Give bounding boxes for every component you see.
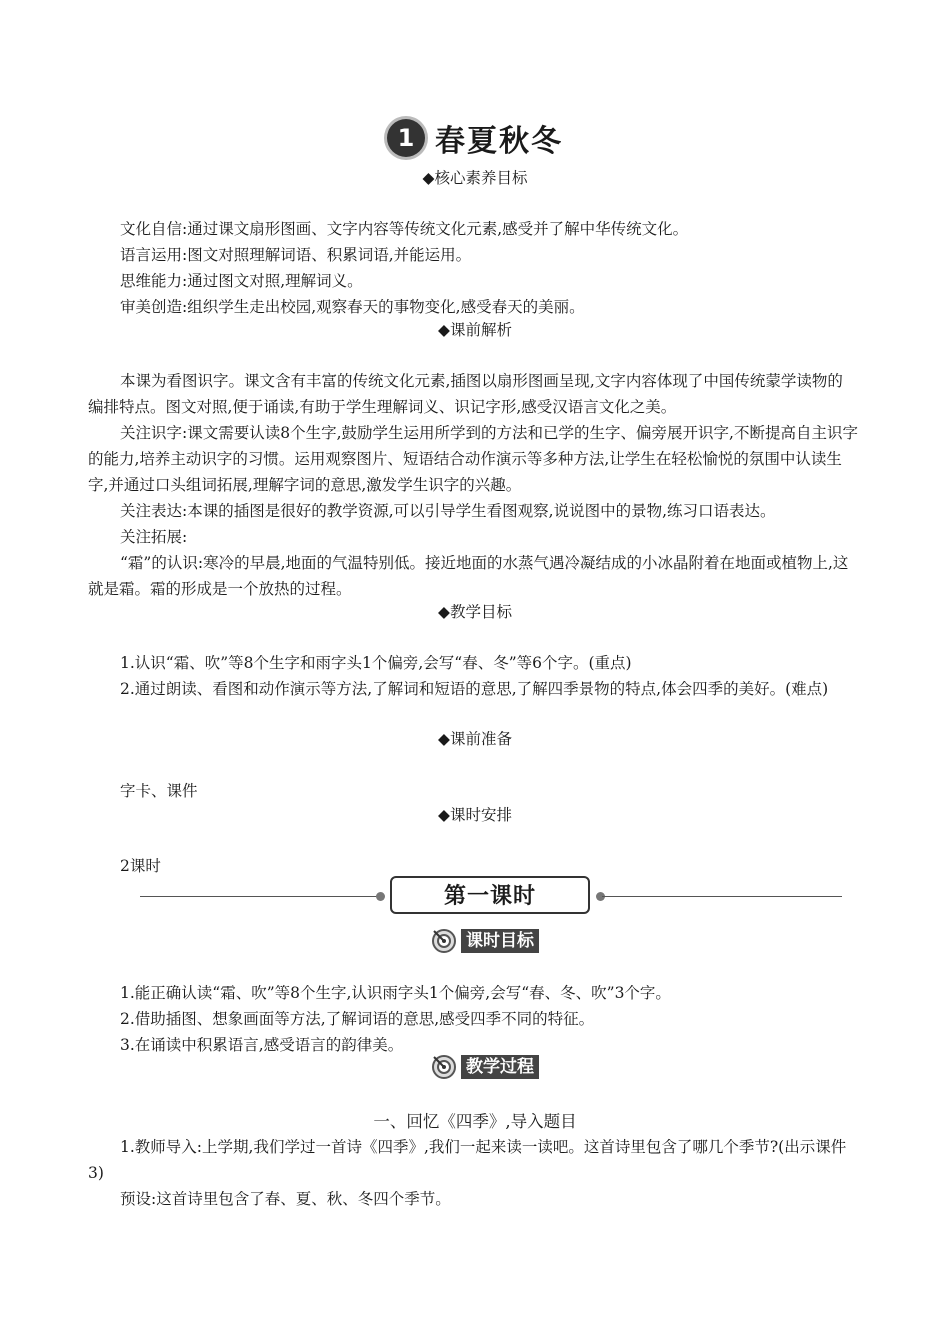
core-goal-aesthetics: 审美创造:组织学生走出校园,观察春天的事物变化,感受春天的美丽。 <box>120 298 585 316</box>
schedule-value: 2课时 <box>120 857 161 875</box>
lesson-title: 春夏秋冬 <box>435 124 563 159</box>
analysis-expression: 关注表达:本课的插图是很好的教学资源,可以引导学生看图观察,说说图中的景物,练习口语表达。 <box>120 502 776 520</box>
lesson-title-block <box>0 116 950 160</box>
period-title: 第一课时 <box>390 876 590 914</box>
period-divider <box>140 876 840 918</box>
section-pre-analysis: ◆课前解析 <box>438 321 512 339</box>
prep-materials: 字卡、课件 <box>120 782 198 800</box>
divider-line-left <box>140 896 380 897</box>
analysis-extension-label: 关注拓展: <box>120 528 188 546</box>
core-goal-culture: 文化自信:通过课文扇形图画、文字内容等传统文化元素,感受并了解中华传统文化。 <box>120 220 689 238</box>
divider-dot-left <box>376 892 385 901</box>
step1-lead: 1.教师导入:上学期,我们学过一首诗《四季》,我们一起来读一读吧。这首诗里包含了哪几个季节?(出示课件3) <box>88 1138 847 1182</box>
teaching-goal-1: 1.认识“霜、吹”等8个生字和雨字头1个偏旁,会写“春、冬”等6个字。(重点) <box>120 654 632 672</box>
section-pre-prep: ◆课前准备 <box>438 730 512 748</box>
period-goal-1: 1.能正确认读“霜、吹”等8个生字,认识雨字头1个偏旁,会写“春、冬、吹”3个字。 <box>120 984 671 1002</box>
step1-preset: 预设:这首诗里包含了春、夏、秋、冬四个季节。 <box>120 1190 451 1208</box>
core-goal-thinking: 思维能力:通过图文对照,理解词义。 <box>120 272 363 290</box>
target-icon <box>431 1054 457 1080</box>
section-schedule: ◆课时安排 <box>438 806 512 824</box>
section-teaching-goals: ◆教学目标 <box>438 603 512 621</box>
analysis-intro: 本课为看图识字。课文含有丰富的传统文化元素,插图以扇形图画呈现,文字内容体现了中国传统蒙学读物的编排特点。图文对照,便于诵读,有助于学生理解词义、识记字形,感受汉语言文化之美。 <box>88 372 843 416</box>
analysis-frost: “霜”的认识:寒冷的早晨,地面的气温特别低。接近地面的水蒸气遇冷凝结成的小冰晶附着在地面或植物上,这就是霜。霜的形成是一个放热的过程。 <box>88 554 849 598</box>
target-icon <box>431 928 457 954</box>
divider-line-right <box>602 896 842 897</box>
teaching-goal-2: 2.通过朗读、看图和动作演示等方法,了解词和短语的意思,了解四季景物的特点,体会四季的美好。(难点) <box>120 680 829 698</box>
step1-title: 一、回忆《四季》,导入题目 <box>373 1112 577 1131</box>
process-tag-label: 教学过程 <box>461 1055 539 1079</box>
lesson-number-badge: 1 <box>387 119 425 157</box>
period-goal-3: 3.在诵读中积累语言,感受语言的韵律美。 <box>120 1036 404 1054</box>
core-goal-language: 语言运用:图文对照理解词语、积累词语,并能运用。 <box>120 246 472 264</box>
section-core-goals: ◆核心素养目标 <box>422 169 528 187</box>
analysis-literacy: 关注识字:课文需要认读8个生字,鼓励学生运用所学到的方法和已学的生字、偏旁展开识字,不断提高自主识字的能力,培养主动识字的习惯。运用观察图片、短语结合动作演示等多种方法,让学生在轻松愉悦的氛围中认读生字,并通过口头组词拓展,理解字词的意思,激发学生识字的兴趣。 <box>88 424 858 494</box>
period-goal-2: 2.借助插图、想象画面等方法,了解词语的意思,感受四季不同的特征。 <box>120 1010 595 1028</box>
period-goals-tag-label: 课时目标 <box>461 929 539 953</box>
